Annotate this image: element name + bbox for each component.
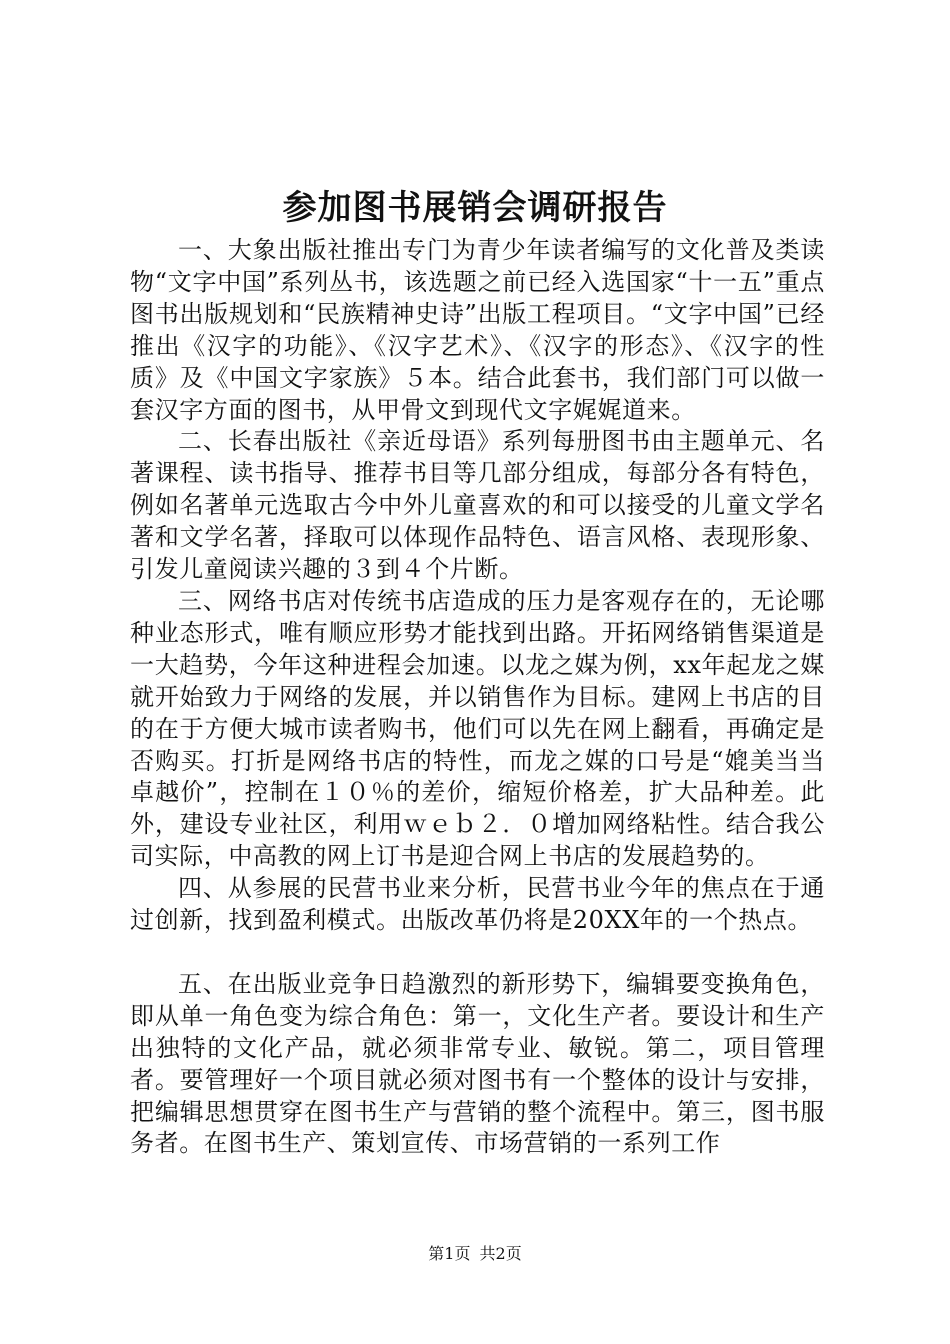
document-title: 参加图书展销会调研报告 xyxy=(282,188,668,228)
paragraph-1: 一、大象出版社推出专门为青少年读者编写的文化普及类读物“文字中国”系列丛书，该选题之前已经入选国家“十一五”重点图书出版规划和“民族精神史诗”出版工程项目。“文字中国”已经推出《汉字的功能》、《汉字艺术》、《汉字的形态》、《汉字的性质》及《中国文字家族》５本。结合此套书，我们部门可以做一套汉字方面的图书，从甲骨文到现代文字娓娓道来。 xyxy=(130,236,825,424)
paragraph-spacer xyxy=(130,937,825,969)
paragraph-4: 四、从参展的民营书业来分析，民营书业今年的焦点在于通过创新，找到盈利模式。出版改革仍将是20XX年的一个热点。 xyxy=(130,874,825,935)
page-footer xyxy=(0,1242,950,1266)
page-number-current: 第1页 xyxy=(428,1244,471,1263)
document-body xyxy=(130,235,825,1160)
paragraph-2: 二、长春出版社《亲近母语》系列每册图书由主题单元、名著课程、读书指导、推荐书目等几部分组成，每部分各有特色，例如名著单元选取古今中外儿童喜欢的和可以接受的儿童文学名著和文学名著，择取可以体现作品特色、语言风格、表现形象、引发儿童阅读兴趣的３到４个片断。 xyxy=(130,427,825,584)
paragraph-3: 三、网络书店对传统书店造成的压力是客观存在的，无论哪种业态形式，唯有顺应形势才能找到出路。开拓网络销售渠道是一大趋势，今年这种进程会加速。以龙之媒为例，xx年起龙之媒就开始致力于网络的发展，并以销售作为目标。建网上书店的目的在于方便大城市读者购书，他们可以先在网上翻看，再确定是否购买。打折是网络书店的特性，而龙之媒的口号是“媲美当当卓越价”，控制在１０％的差价，缩短价格差，扩大品种差。此外，建设专业社区，利用ｗｅｂ２．０增加网络粘性。结合我公司实际，中高教的网上订书是迎合网上书店的发展趋势的。 xyxy=(130,586,825,871)
paragraph-5: 五、在出版业竞争日趋激烈的新形势下，编辑要变换角色，即从单一角色变为综合角色：第一，文化生产者。要设计和生产出独特的文化产品，就必须非常专业、敏锐。第二，项目管理者。要管理好一个项目就必须对图书有一个整体的设计与安排，把编辑思想贯穿在图书生产与营销的整个流程中。第三，图书服务者。在图书生产、策划宣传、市场营销的一系列工作 xyxy=(130,969,825,1158)
page-number-total: 共2页 xyxy=(479,1244,522,1263)
